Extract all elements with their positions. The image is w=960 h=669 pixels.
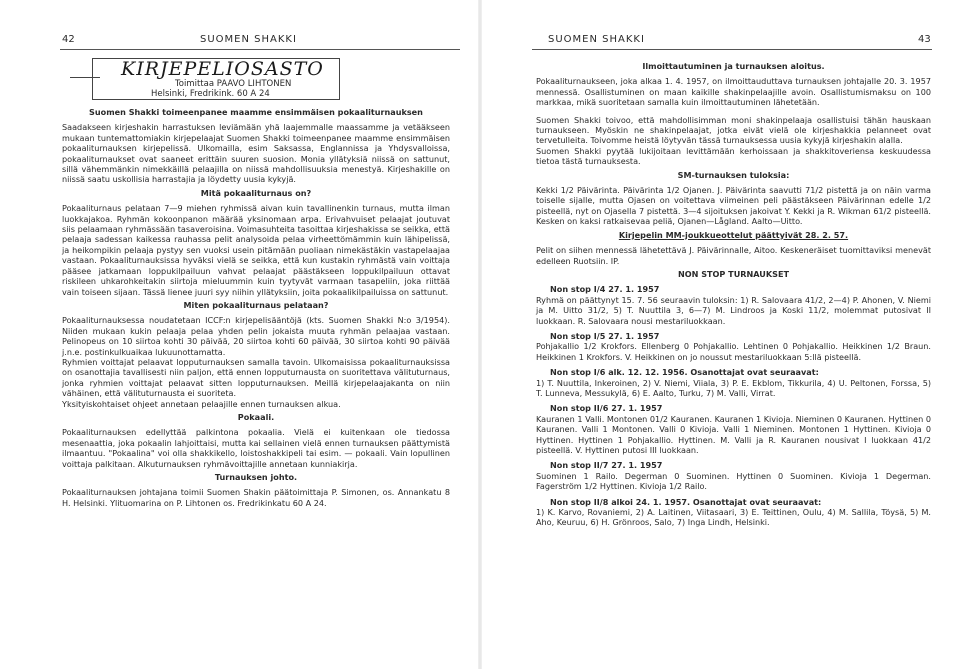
body-paragraph: Saadakseen kirjeshakin harrastuksen leviämään yhä laajemmalle maassamme ja vetääkseen mukaan tuntemattomiakin kirjepelaajat Suomen Shakki toimeenpanee maamme ensimmäisen pokaaliturnauksen kirjepelissä. Ulkomailla, esim Saksassa, Englannissa ja Yhdysvalloissa, pokaaliturnaukset ovat saaneet erittäin suuren suosion. Monia yllätyksiä niissä on sattunut, sillä vähemmänkin nimekkäillä pelaajilla on niissä mahdollisuuksia menestyä. Kirjeshakille on niissä saatu uskollisia harrastajia ja löydetty uusia kykyjä.	[62, 122, 450, 185]
masthead	[92, 58, 340, 100]
group-heading: Non stop II/6 27. 1. 1957	[550, 403, 663, 414]
body-paragraph: Pokaaliturnaus pelataan 7—9 miehen ryhmissä aivan kuin tavallinenkin turnaus, mutta ilman luokkajakoa. Ryhmän kokoonpanon määrää yksinomaan arpa. Erivahvuiset pelaajat joutuvat siis pelaamaan ryhmässään tasaveroisina. Voimasuhteita tasoittaa kirjeshakissa se seikka, että pelaaja sadessan kaikessa rauhassa pelit analysoida pelaa virheettömämmin kuin lähipelissä, ja heikompikin pelaaja pystyy sen vuoksi usein pitämään puoliaan nimekästäkin vastapelaajaa vastaan. Pokaaliturnauksissa hyväksi vielä se seikka, että kun kustakin ryhmästä vain voittaja pääsee jatkamaan loppukilpailuun vahvat pelaajat päästäkseen loppukilpailuun ottavat riskileen uhkarohkeitakin siirtoja mieluummin kuin tyytyvät varmaan tasapeliin, joka riittää vain toiseen sijaan. Tässä lienee juuri syy niihin yllätyksiin, joita pokaalikilpailuissa on sattunut.	[62, 203, 450, 297]
section-heading: Suomen Shakki toimeenpanee maamme ensimmäisen pokaaliturnauksen	[89, 107, 423, 117]
group-heading: Non stop II/7 27. 1. 1957	[550, 460, 663, 471]
running-head-right: SUOMEN SHAKKI	[548, 34, 645, 45]
body-paragraph: Yksityiskohtaiset ohjeet annetaan pelaajille ennen turnauksen alkua.	[62, 398, 341, 409]
body-paragraph: 1) K. Karvo, Rovaniemi, 2) A. Laitinen, Viitasaari, 3) E. Teittinen, Oulu, 4) M. Sallila, Töysä, 5) M. Aho, Keuruu, 6) H. Grönroos, Salo, 7) Inga Lindh, Helsinki.	[536, 507, 931, 528]
section-heading: SM-turnauksen tuloksia:	[677, 169, 790, 180]
masthead-title: KIRJEPELIOSASTO	[121, 58, 324, 80]
page-number-left: 42	[62, 34, 75, 45]
body-paragraph: Pokaaliturnauksen edellyttää palkintona pokaalia. Vielä ei kuitenkaan ole tiedossa mesenaattia, joka pokaalin lahjoittaisi, mutta kai sellainen vielä ennen turnauksen päättymistä ilmaantuu. "Pokaalina" voi olla shakkikello, loistoshakkipeli tai esim. — pokaali. Vain lopullinen voittaja palkitaan. Alkuturnauksen ryhmävoittajille annetaan kunniakirja.	[62, 427, 450, 469]
running-head-left: SUOMEN SHAKKI	[200, 34, 297, 45]
group-heading: Non stop I/6 alk. 12. 12. 1956. Osanottajat ovat seuraavat:	[550, 367, 819, 378]
body-paragraph: Suomen Shakki toivoo, että mahdollisimman moni shakinpelaaja osallistuisi tähän hauskaan turnaukseen. Myöskin ne shakinpelaajat, jotka eivät vielä ole kirjeshakkia pelanneet ovat tervetulleita. Toivomme heistä löytyvän tässä turnauksessa uusia kykyjä kirjeshakin alalla.	[536, 114, 931, 146]
section-heading: Turnauksen johto.	[214, 472, 298, 482]
body-paragraph: 1) T. Nuuttila, Inkeroinen, 2) V. Niemi, Viiala, 3) P. E. Ekblom, Tikkurila, 4) U. Peltonen, Forssa, 5) T. Lunneva, Messukylä, 6) E. Aalto, Turku, 7) M. Valli, Virrat.	[536, 377, 931, 398]
body-paragraph: Pelit on siihen mennessä lähetettävä J. Päivärinnalle, Aitoo. Keskeneräiset tuomittaviksi menevät edelleen Ruotsiin. IP.	[536, 245, 931, 266]
body-paragraph: Pokaaliturnauksessa noudatetaan ICCF:n kirjepelisääntöjä (kts. Suomen Shakki N:o 3/1954). Niiden mukaan kukin pelaaja pelaa yhden pelin jokaista muuta ryhmän pelaajaa vastaan. Pelinopeus on 10 siirtoa kohti 30 päivää, 20 siirtoa kohti 60 päivää, 30 siirtoa kohti 90 päivää j.n.e. postinkulkuaikaa lukuunottamatta.	[62, 315, 450, 357]
right-column	[536, 58, 931, 528]
masthead-address: Helsinki, Fredrikink. 60 A 24	[151, 89, 270, 99]
section-heading: Ilmoittautuminen ja turnauksen aloitus.	[642, 61, 825, 71]
body-paragraph: Suomen Shakki pyytää lukijoitaan levittämään kerhoissaan ja shakkitoveriensa keskuudessa tietoa tästä turnauksesta.	[536, 145, 931, 167]
page-number-right: 43	[918, 34, 931, 45]
body-paragraph: Pokaaliturnauksen johtajana toimii Suomen Shakin päätoimittaja P. Simonen, os. Annankatu 8 H. Helsinki. Ylituomarina on P. Lihtonen os. Fredrikinkatu 60 A 24.	[62, 487, 450, 508]
group-heading: Non stop I/5 27. 1. 1957	[550, 330, 660, 341]
body-paragraph: Ryhmä on päättynyt 15. 7. 56 seuraavin tuloksin: 1) R. Salovaara 41/2, 2—4) P. Ahonen, V. Niemi ja M. Uitto 31/2, 5) T. Nuuttila 3, 6—7) M. Lindroos ja Koski 11/2, molemmat putosivat II luokkaan. R. Salovaara nousi mestariluokkaan.	[536, 294, 931, 326]
body-paragraph: Kekki 1/2 Päivärinta. Päivärinta 1/2 Ojanen. J. Päivärinta saavutti 71/2 pistettä ja on näin varma toiselle sijalle, mutta Ojasen on voitettava viimeinen peli päästäkseen Päivärinnan edelle 1/2 pisteellä, nyt on Ojasella 7 pistettä. 3—4 sijoituksen jakoivat Y. Kekki ja R. Wikman 61/2 pisteellä. Kesken on kaksi ratkaisevaa peliä, Ojanen—Lågland. Aalto—Uitto.	[536, 185, 931, 227]
header-rule-left	[60, 49, 460, 50]
section-heading: Miten pokaaliturnaus pelataan?	[183, 299, 329, 310]
spacer	[536, 108, 931, 115]
group-heading: Non stop I/4 27. 1. 1957	[550, 284, 660, 295]
section-heading: Kirjepelin MM-joukkueottelut päättyivät 28. 2. 57.	[618, 229, 849, 240]
section-heading: Pokaali.	[237, 411, 275, 422]
body-paragraph: Pokaaliturnaukseen, joka alkaa 1. 4. 1957, on ilmoittauduttava turnauksen johtajalle 20. 3. 1957 mennessä. Osallistuminen on maan kaikille shakinpelaajille avoin. Osallistumismaksu on 100 markkaa, mikä suoritetaan samalla kuin ilmoittautuminen lähetetään.	[536, 76, 931, 108]
section-heading: NON STOP TURNAUKSET	[677, 268, 790, 279]
right-page	[480, 0, 960, 669]
body-paragraph: Pohjakallio 1/2 Krokfors. Ellenberg 0 Pohjakallio. Lehtinen 0 Pohjakallio. Heikkinen 1/2 Braun. Heikkinen 1 Krokfors. V. Heikkinen on jo noussut mestariluokkaan 5:llä pisteellä.	[536, 341, 931, 362]
body-paragraph: Ryhmien voittajat pelaavat lopputurnauksen samalla tavoin. Ulkomaisissa pokaaliturnauksissa on osanottajia tavallisesti niin paljon, että ennen lopputurnausta on suoritettava välituturnaus, jonka ryhmien voittajat pelaavat sitten lopputurnauksen. Meillä kirjepelaajakanta on niin vähäinen, että välituturnausta ei suoriteta.	[62, 356, 450, 399]
group-heading: Non stop II/8 alkoi 24. 1. 1957. Osanottajat ovat seuraavat:	[550, 496, 822, 507]
body-paragraph: Suominen 1 Railo. Degerman 0 Suominen. Hyttinen 0 Suominen. Kivioja 1 Degerman. Fagerström 1/2 Hyttinen. Kivioja 1/2 Railo.	[536, 470, 931, 492]
masthead-editor: Toimittaa PAAVO LIHTONEN	[175, 79, 292, 89]
section-heading: Mitä pokaaliturnaus on?	[200, 187, 312, 198]
left-column	[62, 104, 450, 508]
header-rule-right	[532, 49, 932, 50]
body-paragraph: Kauranen 1 Valli. Montonen 01/2 Kauranen. Kauranen 1 Kivioja. Nieminen 0 Kauranen. Hyttinen 0 Kauranen. Valli 1 Montonen. Valli 0 Kivioja. Valli 1 Nieminen. Montonen 1 Hyttinen. Kivioja 0 Hyttinen. Hyttinen 1 Pohjakallio. Hyttinen. M. Valli ja R. Kauranen nousivat I luokkaan 41/2 pisteellä. V. Hyttinen putosi III luokkaan.	[536, 413, 931, 455]
